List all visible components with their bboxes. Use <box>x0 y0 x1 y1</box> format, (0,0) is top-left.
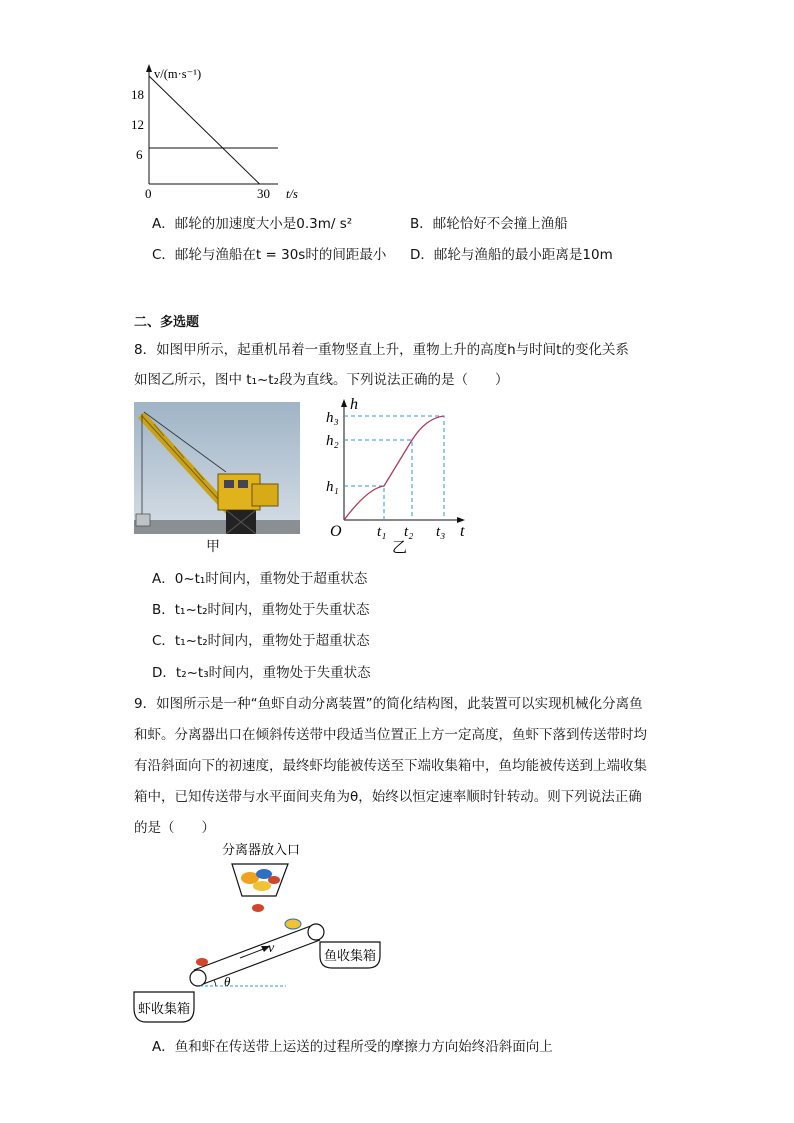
q9-stem-line4: 箱中，已知传送带与水平面间夹角为θ，始终以恒定速率顺时针转动。则下列说法正确 <box>134 789 642 805</box>
lower-roller <box>190 970 206 986</box>
q7-x-label: t/s <box>286 187 298 201</box>
angle-label: θ <box>224 974 231 989</box>
q8-t3: t₃ <box>436 524 446 540</box>
q8-guide-t3 <box>344 416 444 520</box>
q8-option-a: A．0~t₁时间内，重物处于超重状态 <box>152 571 368 587</box>
fish-box-label: 鱼收集箱 <box>324 948 377 963</box>
q7-origin: 0 <box>145 186 152 201</box>
q8-y-label: h <box>350 396 358 413</box>
falling-shrimp-icon <box>252 904 264 912</box>
q7-y-tick-6: 6 <box>136 147 143 162</box>
velocity-label: v <box>268 941 275 956</box>
q8-h2: h₂ <box>326 433 339 449</box>
q8-photo-caption: 甲 <box>206 539 220 555</box>
q9-conveyor-diagram <box>130 838 400 1028</box>
upper-roller <box>308 924 324 940</box>
q8-option-d: D．t₂~t₃时间内，重物处于失重状态 <box>152 665 371 681</box>
q8-option-c: C．t₁~t₂时间内，重物处于超重状态 <box>152 633 370 649</box>
q9-option-a: A．鱼和虾在传送带上运送的过程所受的摩擦力方向始终沿斜面向上 <box>152 1039 553 1055</box>
q7-option-d: D．邮轮与渔船的最小距离是10m <box>410 247 613 263</box>
q7-option-c: C．邮轮与渔船在t = 30s时的间距最小 <box>152 247 387 263</box>
shrimp-box-label: 虾收集箱 <box>138 1001 191 1016</box>
q7-option-a: A．邮轮的加速度大小是0.3m/ s² <box>152 216 353 232</box>
q7-y-tick-18: 18 <box>131 87 144 102</box>
crane-load <box>136 514 150 526</box>
q8-t1: t₁ <box>377 524 387 540</box>
q7-y-arrow <box>146 64 152 72</box>
q7-y-tick-12: 12 <box>131 117 144 132</box>
q8-x-label: t <box>460 523 465 540</box>
q8-ht-graph <box>322 394 474 554</box>
q7-series-line-1 <box>149 76 260 184</box>
belt-top <box>194 924 316 970</box>
shrimp-on-belt-icon <box>196 958 208 966</box>
q9-stem-line1: 9．如图所示是一种“鱼虾自动分离装置”的简化结构图，此装置可以实现机械化分离鱼 <box>134 696 643 712</box>
q9-stem-line3: 有沿斜面向下的初速度，最终虾均能被传送至下端收集箱中，鱼均能被传送到上端收集 <box>134 758 647 774</box>
fish-on-belt-icon <box>285 919 301 929</box>
q7-x-tick-30: 30 <box>257 186 270 201</box>
q8-t2: t₂ <box>404 524 414 540</box>
section-title: 二、多选题 <box>134 315 200 330</box>
velocity-arrow <box>240 948 266 958</box>
q8-stem-line2: 如图乙所示，图中 t₁~t₂段为直线。下列说法正确的是（ ） <box>134 372 509 388</box>
q8-h-curve <box>344 416 444 520</box>
q7-vt-graph <box>130 60 300 202</box>
crane-photo <box>134 402 300 534</box>
q8-h3: h₃ <box>326 410 339 426</box>
q8-graph-caption: 乙 <box>392 540 408 554</box>
q8-origin: O <box>330 523 342 540</box>
q7-y-label: v/(m·s⁻¹) <box>154 67 202 81</box>
belt-bottom <box>198 940 320 986</box>
q8-option-b: B．t₁~t₂时间内，重物处于失重状态 <box>152 602 370 618</box>
q8-stem-line1: 8．如图甲所示，起重机吊着一重物竖直上升，重物上升的高度h与时间t的变化关系 <box>134 342 629 358</box>
q9-stem-line5: 的是（ ） <box>134 820 215 836</box>
q8-guide-t1 <box>344 486 384 520</box>
q8-h1: h₁ <box>326 479 339 495</box>
q7-option-b: B．邮轮恰好不会撞上渔船 <box>410 216 568 232</box>
q9-stem-line2: 和虾。分离器出口在倾斜传送带中段适当位置正上方一定高度，鱼虾下落到传送带时均 <box>134 727 647 743</box>
hopper-label: 分离器放入口 <box>222 842 301 857</box>
